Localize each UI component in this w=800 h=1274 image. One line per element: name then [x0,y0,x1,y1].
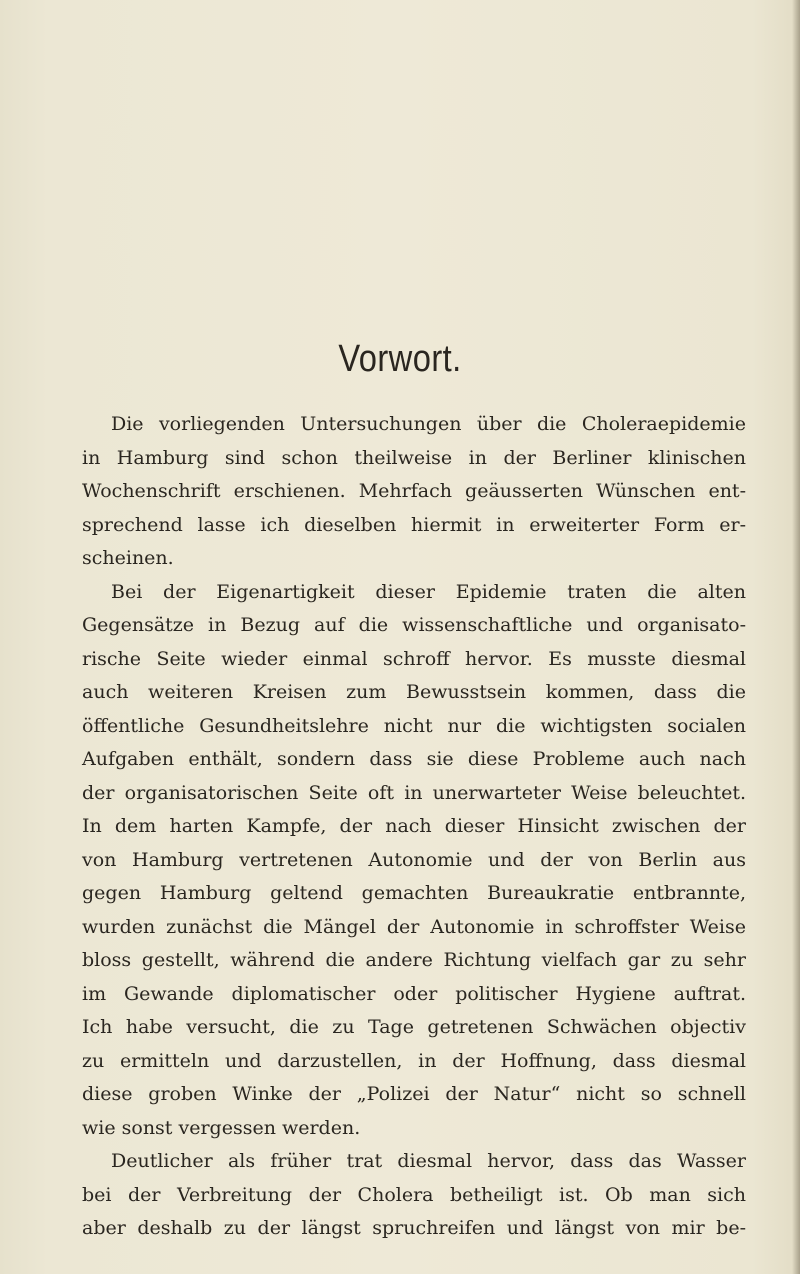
text-line: Gegensätze in Bezug auf die wissenschaftliche und organisato- [82,614,746,636]
text-line: gegen Hamburg geltend gemachten Bureaukratie entbrannte, [82,882,746,904]
text-line: bei der Verbreitung der Cholera betheiligt ist. Ob man sich [82,1183,746,1206]
text-line: Ich habe versucht, die zu Tage getretenen Schwächen objectiv [82,1016,746,1038]
text-line: im Gewande diplomatischer oder politischer Hygiene auftrat. [82,982,746,1005]
text-line: von Hamburg vertretenen Autonomie und der von Berlin aus [82,848,746,871]
text-line: scheinen. [82,547,174,569]
text-line: Wochenschrift erschienen. Mehrfach geäusserten Wünschen ent- [82,480,746,502]
text-line: Aufgaben enthält, sondern dass sie diese Probleme auch nach [82,748,746,770]
text-line: Deutlicher als früher trat diesmal hervor, dass das Wasser [111,1150,746,1172]
page-edge [792,0,800,1274]
text-line: zu ermitteln und darzustellen, in der Hoffnung, dass diesmal [82,1049,746,1072]
body-text [82,408,746,1246]
text-line: sprechend lasse ich dieselben hiermit in erweiterter Form er- [82,513,746,536]
text-line: in Hamburg sind schon theilweise in der Berliner klinischen [82,446,746,469]
text-line: öffentliche Gesundheitslehre nicht nur die wichtigsten socialen [82,714,746,737]
text-line: In dem harten Kampfe, der nach dieser Hinsicht zwischen der [82,815,746,837]
text-line: der organisatorischen Seite oft in unerwarteter Weise beleuchtet. [82,781,746,804]
text-line: aber deshalb zu der längst spruchreifen und längst von mir be- [82,1217,746,1239]
text-line: diese groben Winke der „Polizei der Natur“ nicht so schnell [82,1083,746,1105]
text-line: wurden zunächst die Mängel der Autonomie in schroffster Weise [82,915,746,938]
text-line: Die vorliegenden Untersuchungen über die Choleraepidemie [111,413,746,435]
text-line: wie sonst vergessen werden. [82,1116,361,1139]
page-title: Vorwort. [338,338,462,380]
text-line: auch weiteren Kreisen zum Bewusstsein kommen, dass die [82,681,746,703]
text-line: Bei der Eigenartigkeit dieser Epidemie traten die alten [111,580,746,603]
text-line: bloss gestellt, während die andere Richtung vielfach gar zu sehr [82,949,746,971]
text-line: rische Seite wieder einmal schroff hervor. Es musste diesmal [82,647,746,670]
